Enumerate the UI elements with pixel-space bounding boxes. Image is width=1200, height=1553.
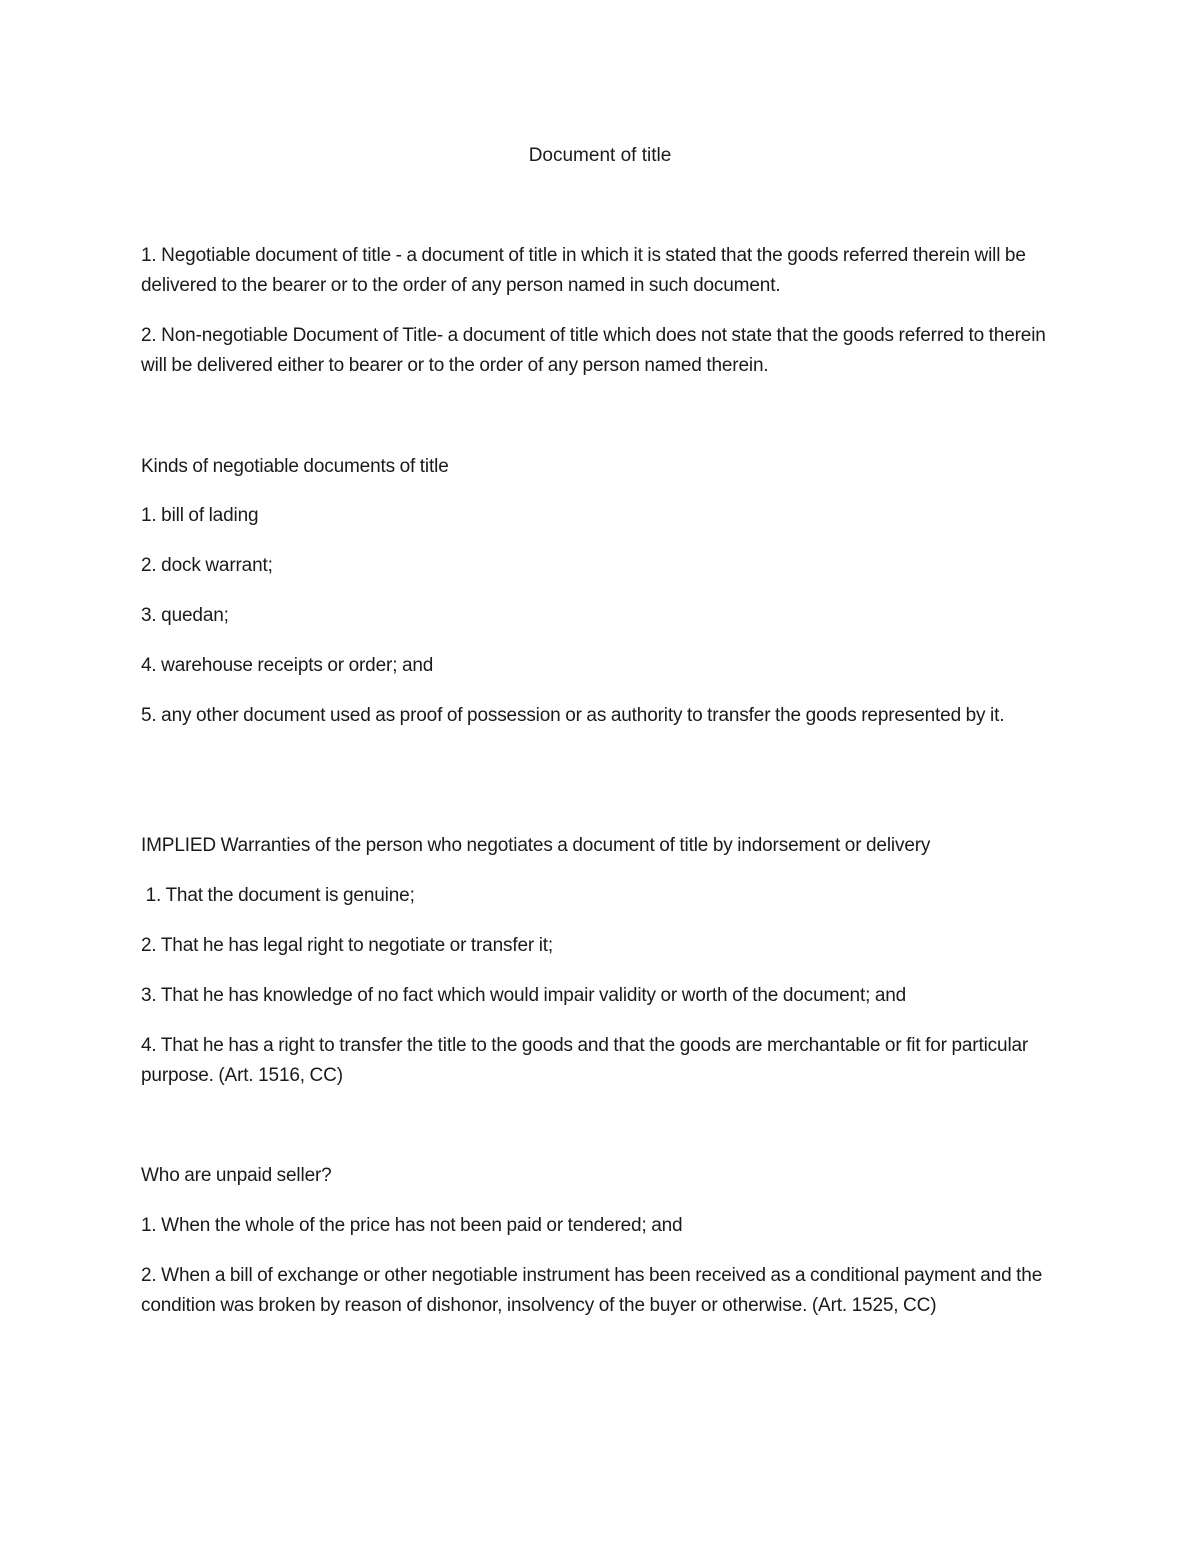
unpaid-seller-item: 1. When the whole of the price has not been paid or tendered; and [141,1215,683,1236]
definition-negotiable: 1. Negotiable document of title - a document of title in which it is stated that the goods referred therein will be delivered to the bearer or to the order of any person named in such document. [141,245,1026,296]
warranties-item: 4. That he has a right to transfer the title to the goods and that the goods are merchantable or fit for particular purpose. (Art. 1516, CC) [141,1035,1029,1086]
kinds-item: 5. any other document used as proof of possession or as authority to transfer the goods represented by it. [141,705,1005,726]
kinds-heading: Kinds of negotiable documents of title [141,456,449,477]
kinds-item: 4. warehouse receipts or order; and [141,655,434,676]
unpaid-seller-item: 2. When a bill of exchange or other negotiable instrument has been received as a conditional payment and the condition was broken by reason of dishonor, insolvency of the buyer or otherwise. (Art. 1525, CC) [141,1265,1043,1316]
warranties-item: 2. That he has legal right to negotiate or transfer it; [141,935,554,956]
definition-non-negotiable: 2. Non-negotiable Document of Title- a document of title which does not state that the goods referred to therein will be delivered either to bearer or to the order of any person named therein. [141,325,1046,376]
warranties-item: 3. That he has knowledge of no fact which would impair validity or worth of the document; and [141,985,907,1006]
warranties-heading: IMPLIED Warranties of the person who negotiates a document of title by indorsement or delivery [141,835,931,856]
unpaid-seller-heading: Who are unpaid seller? [141,1165,332,1186]
warranties-item: 1. That the document is genuine; [141,885,415,906]
kinds-item: 1. bill of lading [141,505,259,526]
document-title: Document of title [528,145,672,166]
kinds-item: 2. dock warrant; [141,555,273,576]
kinds-item: 3. quedan; [141,605,229,626]
